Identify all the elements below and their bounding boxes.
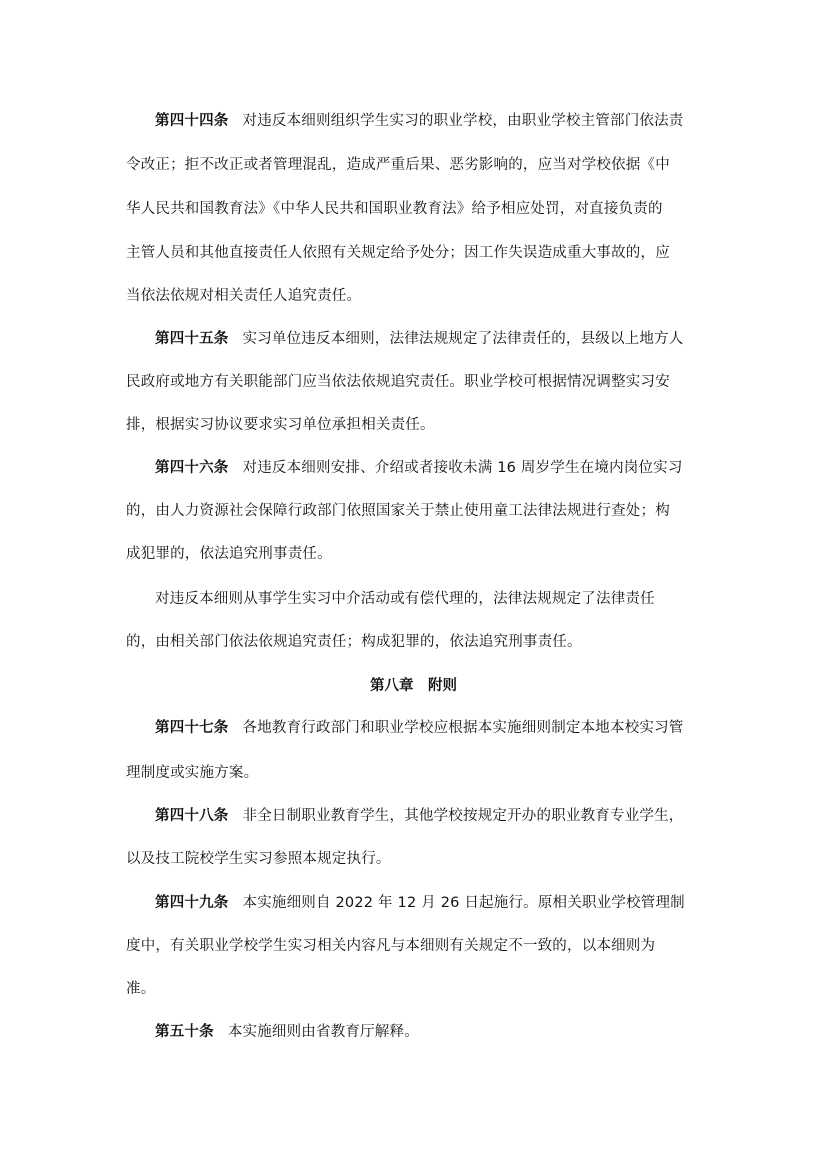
article-text: 实习单位违反本细则，法律法规规定了法律责任的，县级以上地方人 (242, 331, 684, 347)
article-title: 第四十四条 (155, 113, 229, 129)
article-49-line-3: 准。 (126, 981, 156, 997)
paragraph-line-1: 对违反本细则从事学生实习中介活动或有偿代理的，法律法规规定了法律责任 (155, 591, 655, 607)
paragraph-line-2: 的，由相关部门依法依规追究责任；构成犯罪的，依法追究刑事责任。 (126, 634, 582, 650)
article-44-line-4: 主管人员和其他直接责任人依照有关规定给予处分；因工作失误造成重大事故的，应 (126, 245, 670, 261)
article-48-line-2: 以及技工院校学生实习参照本规定执行。 (126, 851, 391, 867)
article-44-line-1 (155, 111, 735, 131)
article-45-line-3: 排，根据实习协议要求实习单位承担相关责任。 (126, 417, 435, 433)
article-title: 第五十条 (155, 1024, 214, 1040)
article-text: 对违反本细则安排、介绍或者接收未满 16 周岁学生在境内岗位实习 (242, 460, 683, 476)
article-45-line-1 (155, 329, 735, 349)
article-title: 第四十七条 (155, 720, 229, 736)
article-50-line-1 (155, 1022, 735, 1042)
article-46-line-1 (155, 458, 735, 478)
article-text: 本实施细则由省教育厅解释。 (227, 1024, 419, 1040)
article-47-line-1 (155, 718, 735, 738)
article-46-line-2: 的，由人力资源社会保障行政部门依照国家关于禁止使用童工法律法规进行查处；构 (126, 503, 670, 519)
article-47-line-2: 理制度或实施方案。 (126, 765, 259, 781)
article-text: 本实施细则自 2022 年 12 月 26 日起施行。原相关职业学校管理制 (242, 895, 685, 911)
article-text: 各地教育行政部门和职业学校应根据本实施细则制定本地本校实习管 (242, 720, 684, 736)
article-44-line-5: 当依法依规对相关责任人追究责任。 (126, 288, 362, 304)
article-text: 非全日制职业教育学生，其他学校按规定开办的职业教育专业学生， (242, 808, 684, 824)
article-title: 第四十六条 (155, 460, 229, 476)
article-text: 对违反本细则组织学生实习的职业学校，由职业学校主管部门依法责 (242, 113, 684, 129)
article-title: 第四十八条 (155, 808, 229, 824)
article-44-line-3: 华人民共和国教育法》《中华人民共和国职业教育法》给予相应处罚，对直接负责的 (126, 201, 663, 217)
article-title: 第四十五条 (155, 331, 229, 347)
article-title: 第四十九条 (155, 895, 229, 911)
article-49-line-2: 度中，有关职业学校学生实习相关内容凡与本细则有关规定不一致的，以本细则为 (126, 938, 656, 954)
article-49-line-1 (155, 893, 735, 913)
article-48-line-1 (155, 806, 735, 826)
chapter-heading: 第八章 附则 (370, 678, 457, 694)
article-46-line-3: 成犯罪的，依法追究刑事责任。 (126, 546, 332, 562)
article-45-line-2: 民政府或地方有关职能部门应当依法依规追究责任。职业学校可根据情况调整实习安 (126, 374, 670, 390)
article-44-line-2: 令改正；拒不改正或者管理混乱，造成严重后果、恶劣影响的，应当对学校依据《中 (126, 157, 670, 173)
